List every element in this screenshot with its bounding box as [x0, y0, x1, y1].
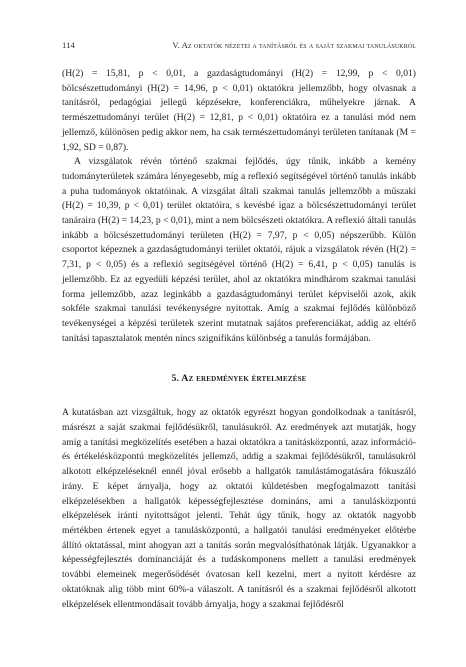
paragraph: (H(2) = 15,81, p < 0,01, a gazdaságtudományi (H(2) = 12,99, p < 0,01) bölcsészettudományi (H(2) = 14,96, p < 0,01) oktatókra jellemzőbb, hogy olvasnak a tanításról, pedagógiai jellegű képzésekre, konferenciákra, műhelyekre járnak. A természettudományi terület (H(2) = 12,81, p < 0,01) oktatóira ez a tanulási mód nem jellemző, különösen pedig akkor nem, ha csak természettudományi területen tanítanak (M = 1,92, SD = 0,87).	[62, 68, 416, 153]
body-text	[62, 67, 416, 346]
paragraph: A kutatásban azt vizsgáltuk, hogy az oktatók egyrészt hogyan gondolkodnak a tanításról, másrészt a saját szakmai fejlődésükről, tanulásukról. Az eredmények azt mutatják, hogy amíg a tanítási megközelítés esetében a hazai oktatókra a tanításközpontú, azaz információ- és értékelésközpontú megközelítés jellemző, addig a szakmai fejlődésükről, tanulásukról alkotott elképzeléseknél ennél jóval erősebb a hallgatók tanulástámogatására fókuszáló irány. E képet árnyalja, hogy az oktatói küldetésben megfogalmazott tanítási elképzelésekben a hallgatók képességfejlesztése domináns, ami a tanulásközpontú elképzelések iránti nyitottságot jelenti. Tehát úgy tűnik, hogy az oktatók nagyobb mértékben értenek egyet a tanulásközpontú, a hallgatói tanulási eredményeket előtérbe állító oktatással, mint ahogyan azt a tanítás során megvalósíthatónak látják. Ugyanakkor a képességfejlesztés dominanciáját és a tudáskomponens mellett a tanulási eredmények további elemeinek megerősödését óvatosan kell kezelni, mert a nyitott kérdésre az oktatóknak alig több mint 60%-a válaszolt. A tanításról és a szakmai fejlődésről alkotott elképzelések ellentmondásait tovább árnyalja, hogy a szakmai fejlődésről	[62, 407, 416, 610]
running-header-title: V. Az oktatók nézetei a tanításról és a saját szakmai tanulásukról	[172, 40, 416, 50]
page-number: 114	[62, 40, 75, 50]
document-page	[62, 40, 416, 612]
paragraph: A vizsgálatok révén történő szakmai fejlődés, úgy tűnik, inkább a kemény tudományterületek számára lényegesebb, míg a reflexió segítségével történő tanulás inkább a puha tudományok oktatóinak. A vizsgálat általi szakmai tanulás jellemzőbb a műszaki (H(2) = 10,39, p < 0,01) terület oktatóira, s kevésbé igaz a bölcsészettudományi terület tanáraira (H(2) = 14,23, p < 0,01), mint a nem bölcsészeti oktatókra. A reflexió általi tanulás inkább a bölcsészettudományi területen (H(2) = 7,97, p < 0,05) népszerűbb. Külön csoportot képeznek a gazdaságtudományi terület oktatói, rájuk a vizsgálatok révén (H(2) = 7,31, p < 0,05) és a reflexió segítségével történő (H(2) = 6,41, p < 0,05) tanulás is jellemzőbb. Ez az egyedüli képzési terület, ahol az oktatókra mindhárom szakmai tanulási forma jellemzőbb, azaz leginkább a gazdaságtudományi terület képviselői azok, akik sokféle szakmai tanulási tevékenységre nyitottak. Amíg a szakmai fejlődés különböző tevékenységei a képzési területek szerint mutatnak sajátos preferenciákat, addig az eltérő tanítási tapasztalatok mentén nincs szignifikáns különbség a tanulás formájában.	[62, 156, 416, 344]
section-heading: 5. Az eredmények értelmezése	[171, 373, 307, 385]
section-body	[62, 406, 416, 612]
running-header	[62, 40, 416, 54]
